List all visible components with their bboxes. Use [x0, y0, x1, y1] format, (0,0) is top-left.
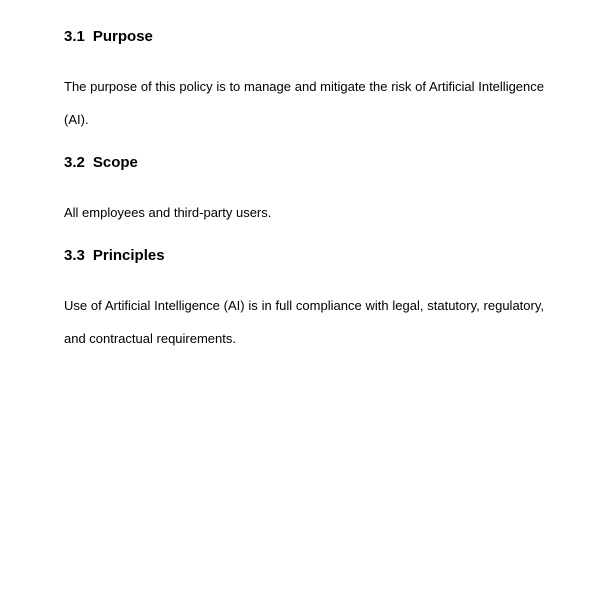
paragraph-line: Use of Artificial Intelligence (AI) is in full compliance with legal, statutory, regulatory,	[64, 298, 544, 313]
paragraph-line: The purpose of this policy is to manage and mitigate the risk of Artificial Intelligence	[64, 79, 544, 94]
paragraph	[64, 196, 544, 229]
paragraph-line: and contractual requirements.	[64, 331, 236, 346]
section-heading	[64, 154, 544, 172]
section-heading	[64, 247, 544, 265]
heading-title: Purpose	[92, 28, 153, 45]
section-principles	[64, 247, 544, 355]
heading-number: 3.1	[64, 28, 85, 45]
heading-number: 3.3	[64, 247, 85, 264]
paragraph	[64, 70, 544, 136]
heading-title: Scope	[92, 154, 138, 171]
paragraph	[64, 289, 544, 355]
paragraph-line: All employees and third-party users.	[64, 205, 272, 220]
section-heading	[64, 28, 544, 46]
heading-title: Principles	[92, 247, 165, 264]
paragraph-line: (AI).	[64, 112, 89, 127]
section-purpose	[64, 28, 544, 136]
heading-number: 3.2	[64, 154, 85, 171]
section-scope	[64, 154, 544, 229]
